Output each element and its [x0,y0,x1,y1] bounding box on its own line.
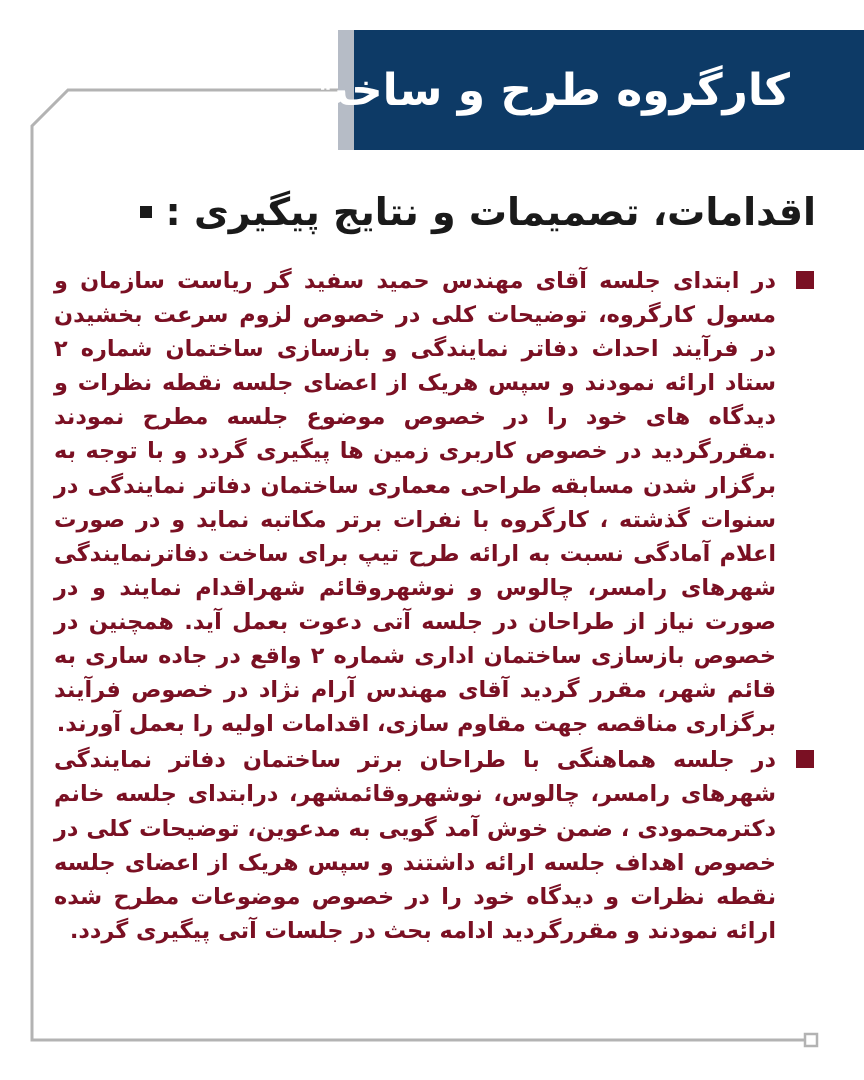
paragraph-bullet-square [796,271,814,289]
section-heading-text: اقدامات، تصمیمات و نتایج پیگیری : [165,190,816,234]
heading-bullet-square [140,206,152,218]
paragraph-bullet-square [796,750,814,768]
header-title: کارگروه طرح و ساخت [304,64,790,116]
paragraph-2 [54,743,814,948]
section-heading [116,190,816,234]
body-content [54,264,814,948]
paragraph-1 [54,264,814,741]
frame-corner-square [805,1034,817,1046]
header-band [304,30,864,150]
paragraph-2-text: در جلسه هماهنگی با طراحان برتر ساختمان دفاتر نمایندگی شهرهای رامسر، چالوس، نوشهروقائمشهر، درابتدای جلسه خانم دکترمحمودی ، ضمن خوش آمد گویی به مدعوین، توضیحات کلی در خصوص اهداف جلسه ارائه داشتند و سپس هریک از اعضای جلسه نقطه نظرات و دیدگاه خود را در خصوص موضوعات مطرح شده ارائه نمودند و مقررگردید ادامه بحث در جلسات آتی پیگیری گردد. [54,747,776,944]
paragraph-1-text: در ابتدای جلسه آقای مهندس حمید سفید گر ریاست سازمان و مسول کارگروه، توضیحات کلی در خصوص لزوم سرعت بخشیدن در فرآیند احداث دفاتر نمایندگی و بازسازی ساختمان شماره ۲ ستاد ارائه نمودند و سپس هریک از اعضای جلسه نقطه نظرات و دیدگاه های خود را در خصوص موضوع جلسه مطرح نمودند .مقررگردید در خصوص کاربری زمین ها پیگیری گردد و با توجه به برگزار شدن مسابقه طراحی معماری ساختمان دفاتر نمایندگی در سنوات گذشته ، کارگروه با نفرات برتر مکاتبه نماید و در صورت اعلام آمادگی نسبت به ارائه طرح تیپ برای ساخت دفاترنمایندگی شهرهای رامسر، چالوس و نوشهروقائم شهراقدام نمایند و در صورت نیاز از طراحان در جلسه آتی دعوت بعمل آید. همچنین در خصوص بازسازی ساختمان اداری شماره ۲ واقع در جاده ساری به قائم شهر، مقرر گردید آقای مهندس آرام نژاد در خصوص فرآیند برگزاری مناقصه جهت مقاوم سازی، اقدامات اولیه را بعمل آورند. [54,268,776,738]
